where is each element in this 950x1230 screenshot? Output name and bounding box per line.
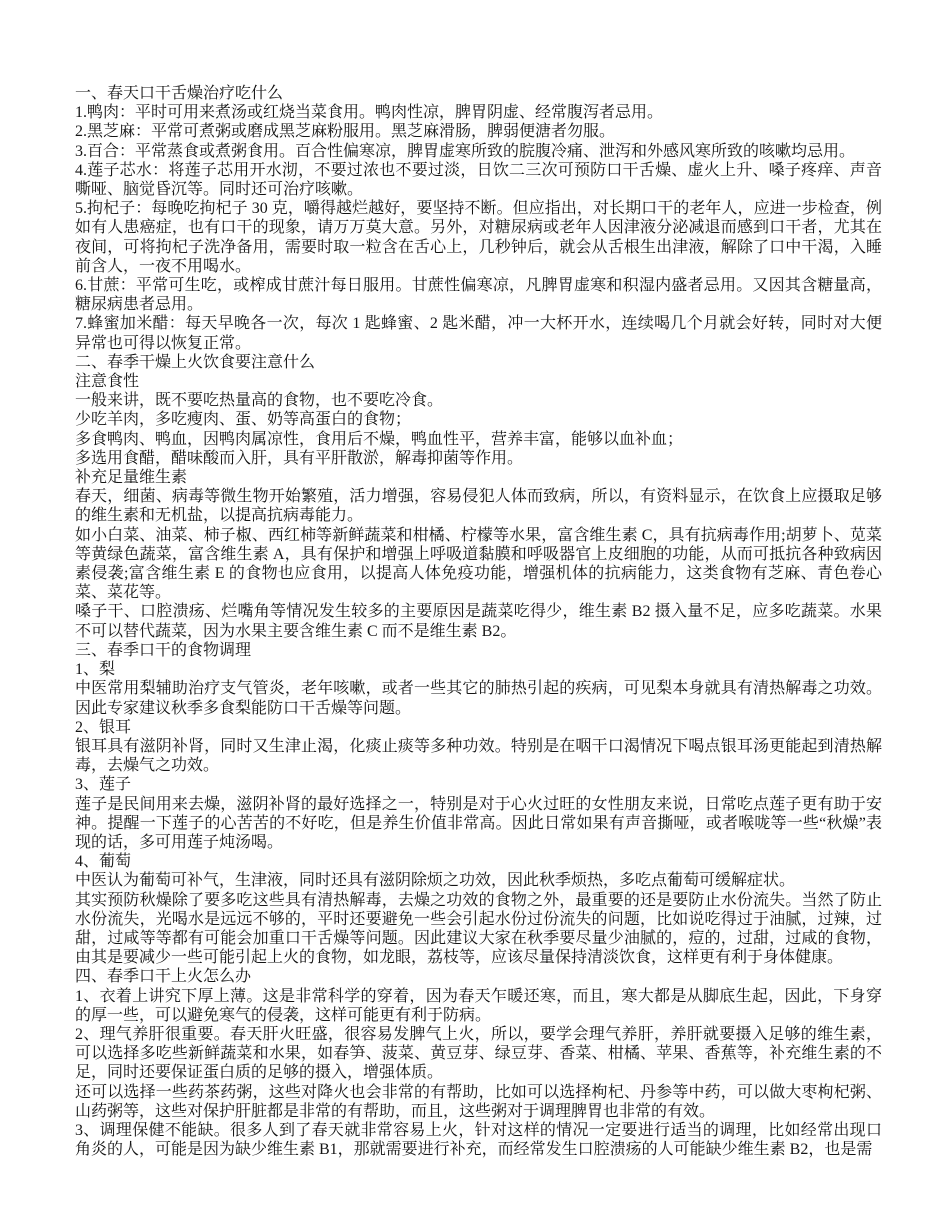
paragraph: 3.百合：平常蒸食或煮粥食用。百合性偏寒凉，脾胃虚寒所致的脘腹冷痛、泄泻和外感风寒所致的咳嗽均忌用。 [75,142,856,160]
subheading: 1、梨 [75,661,116,679]
subheading: 补充足量维生素 [75,469,188,487]
paragraph: 还可以选择一些药茶药粥，这些对降火也会非常的有帮助，比如可以选择枸杞、丹参等中药，可以做大枣枸杞粥、山药粥等，这些对保护肝脏都是非常的有帮助，而且，这些粥对于调理脾胃也非常的有效。 [75,1083,882,1120]
article-body [75,84,882,1159]
paragraph: 春天，细菌、病毒等微生物开始繁殖，活力增强，容易侵犯人体而致病，所以，有资料显示，在饮食上应摄取足够的维生素和无机盐，以提高抗病毒能力。 [75,488,882,525]
paragraph: 银耳具有滋阴补肾，同时又生津止渴，化痰止痰等多种功效。特别是在咽干口渴情况下喝点银耳汤更能起到清热解毒，去燥气之功效。 [75,737,882,775]
paragraph: 3、调理保健不能缺。很多人到了春天就非常容易上火，针对这样的情况一定要进行适当的调理，比如经常出现口角炎的人，可能是因为缺少维生素 B1，那就需要进行补充，而经常发生口腔溃疡的人可能缺少维生素 B2，也是需 [75,1121,882,1159]
paragraph: 1、衣着上讲究下厚上薄。这是非常科学的穿着，因为春天乍暖还寒，而且，寒大都是从脚底生起，因此，下身穿的厚一些，可以避免寒气的侵袭，这样可能更有利于防病。 [75,987,882,1024]
paragraph: 4.莲子芯水：将莲子芯用开水沏，不要过浓也不要过淡，日饮二三次可预防口干舌燥、虚火上升、嗓子疼痒、声音嘶哑、脑觉昏沉等。同时还可治疗咳嗽。 [75,161,882,199]
subheading: 注意食性 [75,373,140,391]
paragraph: 少吃羊肉，多吃瘦肉、蛋、奶等高蛋白的食物； [75,411,412,429]
section-title: 二、春季干燥上火饮食要注意什么 [75,353,316,371]
paragraph: 7.蜂蜜加米醋：每天早晚各一次，每次 1 匙蜂蜜、2 匙米醋，冲一大杯开水，连续喝几个月就会好转，同时对大便异常也可得以恢复正常。 [75,315,882,352]
subheading: 4、葡萄 [75,853,132,871]
paragraph: 5.拘杞子：每晚吃拘杞子 30 克，嚼得越烂越好，要坚持不断。但应指出，对长期口干的老年人，应进一步检查，例如有人患癌症，也有口干的现象，请万万莫大意。另外，对糖尿病或老年人因津液分泌减退而感到口干者，尤其在夜间，可将拘杞子洗净备用，需要时取一粒含在舌心上，几秒钟后，就会从舌根生出津液，解除了口中干渴，入睡前含人，一夜不用喝水。 [75,200,882,275]
paragraph: 一般来讲，既不要吃热量高的食物，也不要吃冷食。 [75,392,444,410]
paragraph: 中医认为葡萄可补气，生津液，同时还具有滋阴除烦之功效，因此秋季烦热，多吃点葡萄可缓解症状。 [75,872,796,890]
paragraph: 2、理气养肝很重要。春天肝火旺盛，很容易发脾气上火，所以，要学会理气养肝，养肝就要摄入足够的维生素，可以选择多吃些新鲜蔬菜和水果，如春笋、菠菜、黄豆芽、绿豆芽、香菜、柑橘、苹果、香蕉等，补充维生素的不足，同时还要保证蛋白质的足够的摄入，增强体质。 [75,1025,882,1082]
paragraph: 如小白菜、油菜、柿子椒、西红柿等新鲜蔬菜和柑橘、柠檬等水果，富含维生素 C，具有抗病毒作用;胡萝卜、苋菜等黄绿色蔬菜，富含维生素 A，具有保护和增强上呼吸道黏膜和呼吸器官上皮细胞的功能，从而可抵抗各种致病因素侵袭;富含维生素 E 的食物也应食用，以提高人体免疫功能，增强机体的抗病能力，这类食物有芝麻、青色卷心菜、菜花等。 [75,526,882,602]
section-title: 三、春季口干的食物调理 [75,641,252,659]
paragraph: 嗓子干、口腔溃疡、烂嘴角等情况发生较多的主要原因是蔬菜吃得少，维生素 B2 摄入量不足，应多吃蔬菜。水果不可以替代蔬菜，因为水果主要含维生素 C 而不是维生素 B2。 [75,603,882,640]
paragraph: 多选用食醋，醋味酸而入肝，具有平肝散淤，解毒抑菌等作用。 [75,449,524,467]
paragraph: 其实预防秋燥除了要多吃这些具有清热解毒，去燥之功效的食物之外，最重要的还是要防止水份流失。当然了防止水份流失，光喝水是远远不够的，平时还要避免一些会引起水份过份流失的问题，比如说吃得过于油腻，过辣，过甜，过咸等等都有可能会加重口干舌燥等问题。因此建议大家在秋季要尽量少油腻的，痘的，过甜，过咸的食物，由其是要减少一些可能引起上火的食物，如龙眼，荔枝等，应该尽量保持清淡饮食，这样更有利于身体健康。 [75,891,882,967]
section-title: 一、春天口干舌燥治疗吃什么 [75,85,284,102]
section-title: 四、春季口干上火怎么办 [75,968,252,986]
paragraph: 中医常用梨辅助治疗支气管炎，老年咳嗽，或者一些其它的肺热引起的疾病，可见梨本身就具有清热解毒之功效。因此专家建议秋季多食梨能防口干舌燥等问题。 [75,680,882,717]
paragraph: 2.黑芝麻：平常可煮粥或磨成黑芝麻粉服用。黑芝麻滑肠，脾弱便溏者勿服。 [75,123,616,141]
paragraph: 6.甘蔗：平常可生吃，或榨成甘蔗汁每日服用。甘蔗性偏寒凉，凡脾胃虚寒和积湿内盛者忌用。又因其含糖量高，糖尿病患者忌用。 [75,277,882,314]
subheading: 2、银耳 [75,718,132,736]
subheading: 3、莲子 [75,776,132,794]
paragraph: 莲子是民间用来去燥，滋阴补肾的最好选择之一，特别是对于心火过旺的女性朋友来说，日常吃点莲子更有助于安神。提醒一下莲子的心苦苦的不好吃，但是养生价值非常高。因此日常如果有声音撕哑，或者喉咙等一些“秋燥”表现的话，多可用莲子炖汤喝。 [75,795,882,851]
paragraph: 多食鸭肉、鸭血，因鸭肉属凉性，食用后不燥，鸭血性平，营养丰富，能够以血补血； [75,430,684,448]
paragraph: 1.鸭肉：平时可用来煮汤或红烧当菜食用。鸭肉性凉，脾胃阴虚、经常腹泻者忌用。 [75,104,664,122]
